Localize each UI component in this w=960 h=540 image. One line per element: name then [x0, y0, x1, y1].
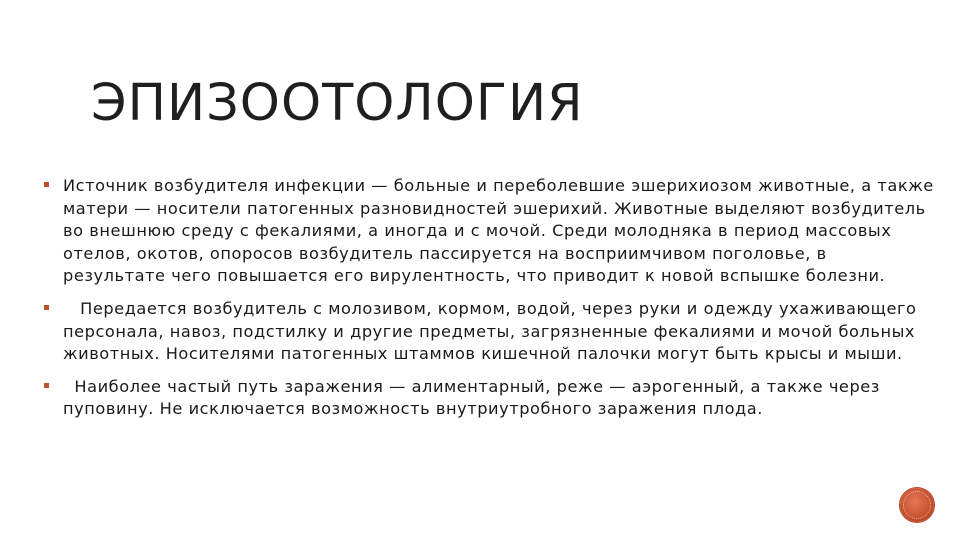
bullet-text: Передается возбудитель с молозивом, кормом, водой, через руки и одежду ухаживающего персонала, навоз, подстилку и другие предметы, загрязненные фекалиями и мочой больных животных. Носителями патогенных штаммов кишечной палочки могут быть крысы и мыши. [63, 298, 923, 364]
decorative-badge-icon [900, 488, 934, 522]
bullet-item [44, 298, 934, 366]
square-bullet-icon [44, 383, 49, 388]
square-bullet-icon [44, 305, 49, 310]
bullet-list [44, 175, 940, 421]
bullet-item [44, 376, 934, 421]
square-bullet-icon [44, 182, 49, 187]
bullet-item [44, 175, 940, 288]
slide-title: ЭПИЗООТОЛОГИЯ [91, 74, 584, 133]
bullet-text: Наиболее частый путь заражения — алиментарный, реже — аэрогенный, а также через пуповину. Не исключается возможность внутриутробного заражения плода. [63, 376, 886, 419]
bullet-text: Источник возбудителя инфекции — больные и переболевшие эшерихиозом животные, а также матери — носители патогенных разновидностей эшерихий. Животные выделяют возбудитель во внешнюю среду с фекалиями, а иногда и с мочой. Среди молодняка в период массовых отелов, окотов, опоросов возбудитель пассируется на восприимчивом поголовье, в результате чего повышается его вирулентность, что приводит к новой вспышке болезни. [63, 176, 940, 286]
